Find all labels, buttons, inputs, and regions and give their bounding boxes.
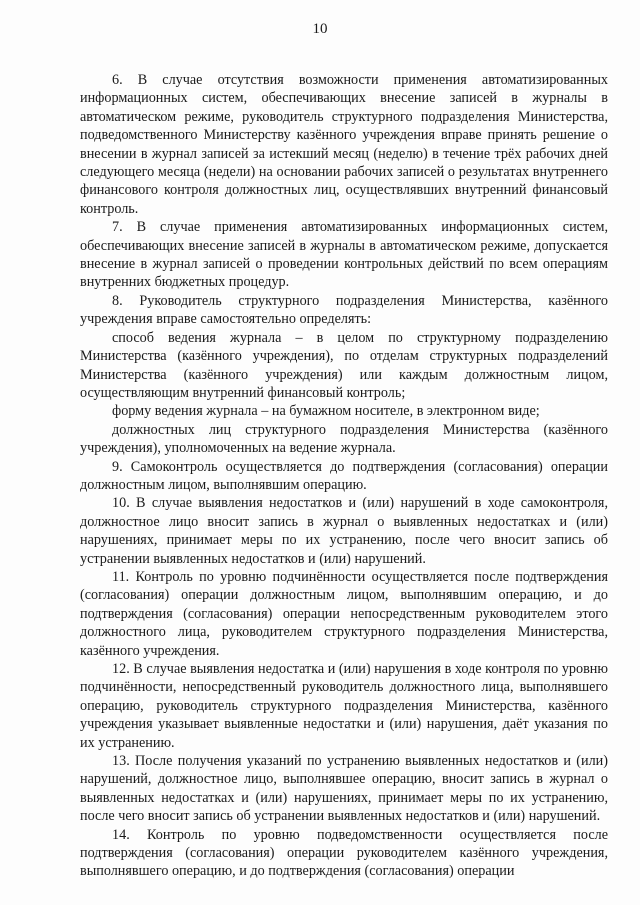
paragraph-9: 9. Самоконтроль осуществляется до подтверждения (согласования) операции должностным лицом, выполнявшим операцию. xyxy=(80,458,608,493)
paragraph-6: 6. В случае отсутствия возможности применения автоматизированных информационных систем, обеспечивающих внесение записей в журналы в автоматическом режиме, руководитель структурного подразделения Министерства, подведомственного Министерству казённого учреждения вправе принять решение о внесении в журнал записей за истекший месяц (неделю) в течение трёх рабочих дней следующего месяца (недели) на основании рабочих записей о результатах внутреннего финансового контроля должностных лиц, осуществлявших внутренний финансовый контроль. xyxy=(80,72,608,217)
paragraph-13: 13. После получения указаний по устранению выявленных недостатков и (или) нарушений, должностное лицо, выполнявшее операцию, вносит запись в журнал о выявленных недостатках и (или) нарушениях, принимает меры по их устранению, после чего вносит запись об устранении выявленных недостатков и (или) нарушений. xyxy=(80,753,608,825)
paragraph-12: 12. В случае выявления недостатка и (или) нарушения в ходе контроля по уровню подчинённости, непосредственный руководитель должностного лица, выполнявшего операцию, руководитель структурного подразделения Министерства, казённого учреждения указывает выявленные недостатки и (или) нарушения, даёт указания по их устранению. xyxy=(80,661,608,751)
paragraph-8-method: способ ведения журнала – в целом по структурному подразделению Министерства (казённого учреждения), по отделам структурных подразделений Министерства (казённого учреждения) или каждым должностным лицом, осуществляющим внутренний финансовый контроль; xyxy=(80,329,608,401)
paragraph-7: 7. В случае применения автоматизированных информационных систем, обеспечивающих внесение записей в журналы в автоматическом режиме, допускается внесение в журнал записей о проведении контрольных действий по всем операциям внутренних бюджетных процедур. xyxy=(80,219,608,291)
paragraph-11: 11. Контроль по уровню подчинённости осуществляется после подтверждения (согласования) операции должностным лицом, выполнявшим операцию, и до подтверждения (согласования) операции непосредственным руководителем этого должностного лица, руководителем структурного подразделения Министерства, казённого учреждения. xyxy=(80,568,608,659)
page-number: 10 xyxy=(312,21,328,37)
document-body xyxy=(80,71,608,881)
paragraph-8-officials: должностных лиц структурного подразделения Министерства (казённого учреждения), уполномоченных на ведение журнала. xyxy=(80,421,608,457)
paragraph-14: 14. Контроль по уровню подведомственности осуществляется после подтверждения (согласования) операции руководителем казённого учреждения, выполнявшего операцию, и до подтверждения (согласования) операции xyxy=(80,826,608,880)
paragraph-10: 10. В случае выявления недостатков и (или) нарушений в ходе самоконтроля, должностное лицо вносит запись в журнал о выявленных недостатках и (или) нарушениях, принимает меры по их устранению, после чего вносит запись об устранении выявленных недостатков и (или) нарушений. xyxy=(80,495,608,567)
paragraph-8-form: форму ведения журнала – на бумажном носителе, в электронном виде; xyxy=(112,403,540,420)
paragraph-8: 8. Руководитель структурного подразделения Министерства, казённого учреждения вправе самостоятельно определять: xyxy=(80,292,608,328)
